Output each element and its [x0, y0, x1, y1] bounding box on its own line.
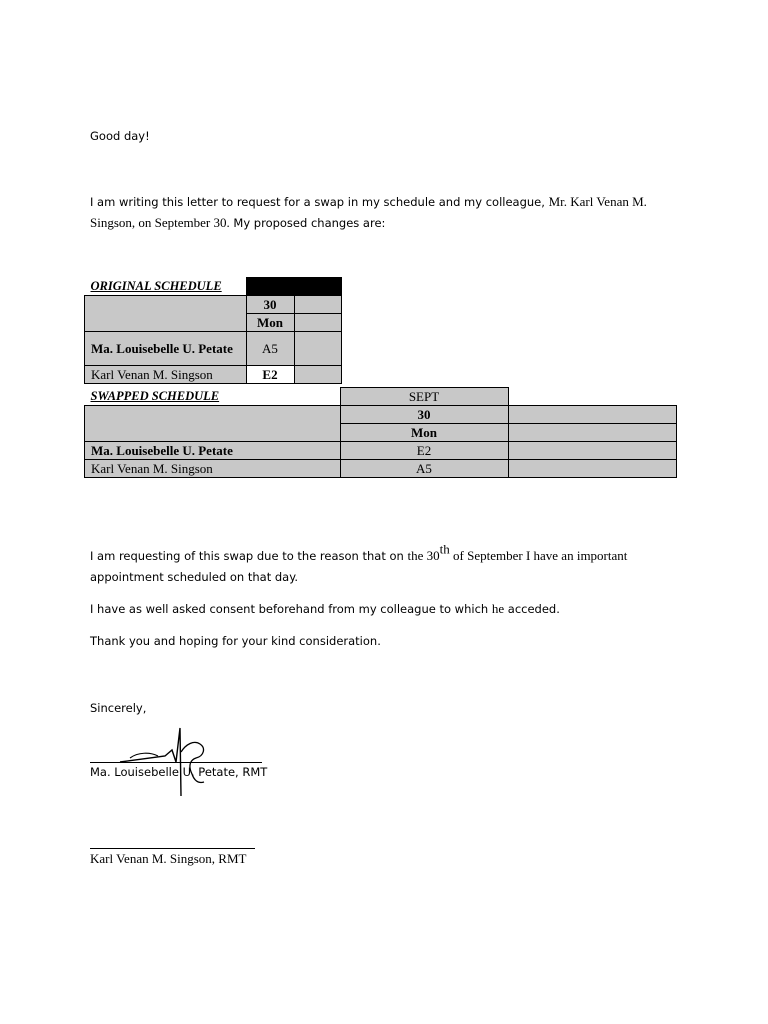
reason-text-2: the 30	[407, 548, 440, 563]
original-day: 30	[246, 296, 294, 314]
reason-text-1: I am requesting of this swap due to the reason that on	[90, 549, 408, 563]
consent-text-1: I have as well asked consent beforehand from my colleague to which	[90, 602, 492, 616]
intro-text-3: My proposed changes are:	[229, 216, 386, 230]
intro-text-1: I am writing this letter to request for a swap in my schedule and my colleague,	[90, 195, 549, 209]
intro-paragraph	[90, 191, 650, 233]
consent-paragraph	[90, 598, 650, 619]
swapped-row-name: Karl Venan M. Singson	[85, 460, 341, 478]
swapped-schedule-title: SWAPPED SCHEDULE	[90, 388, 220, 403]
swapped-month: SEPT	[340, 388, 508, 406]
consent-text-2: he	[491, 601, 505, 616]
intro-text-2: Mr. Karl Venan M. Singson, on September 30.	[90, 194, 647, 230]
original-row-shift: A5	[246, 332, 294, 366]
reason-superscript: th	[439, 541, 450, 557]
original-weekday: Mon	[246, 314, 294, 332]
original-schedule-table	[84, 277, 342, 384]
swapped-row-name: Ma. Louisebelle U. Petate	[85, 442, 341, 460]
swapped-schedule-table	[84, 387, 677, 478]
signatory-name-2: Karl Venan M. Singson, RMT	[90, 851, 247, 866]
handwritten-signature	[110, 722, 220, 798]
signature-line	[90, 848, 255, 849]
closing-line: Sincerely,	[90, 701, 147, 715]
swapped-row-shift: E2	[340, 442, 508, 460]
signatory-name-1: Ma. Louisebelle U. Petate, RMT	[90, 765, 268, 779]
swapped-row-shift: A5	[340, 460, 508, 478]
swapped-day: 30	[340, 406, 508, 424]
reason-paragraph	[90, 541, 670, 587]
original-row-name: Ma. Louisebelle U. Petate	[85, 332, 247, 366]
thanks-line: Thank you and hoping for your kind consideration.	[90, 634, 381, 648]
consent-text-3: acceded.	[504, 602, 560, 616]
greeting: Good day!	[90, 129, 150, 143]
swapped-weekday: Mon	[340, 424, 508, 442]
original-row-name: Karl Venan M. Singson	[85, 366, 247, 384]
reason-text-3: of September I have an important	[449, 548, 628, 563]
reason-text-4: appointment scheduled on that day.	[90, 570, 299, 584]
original-schedule-title: ORIGINAL SCHEDULE	[90, 278, 222, 293]
original-row-shift: E2	[246, 366, 294, 384]
